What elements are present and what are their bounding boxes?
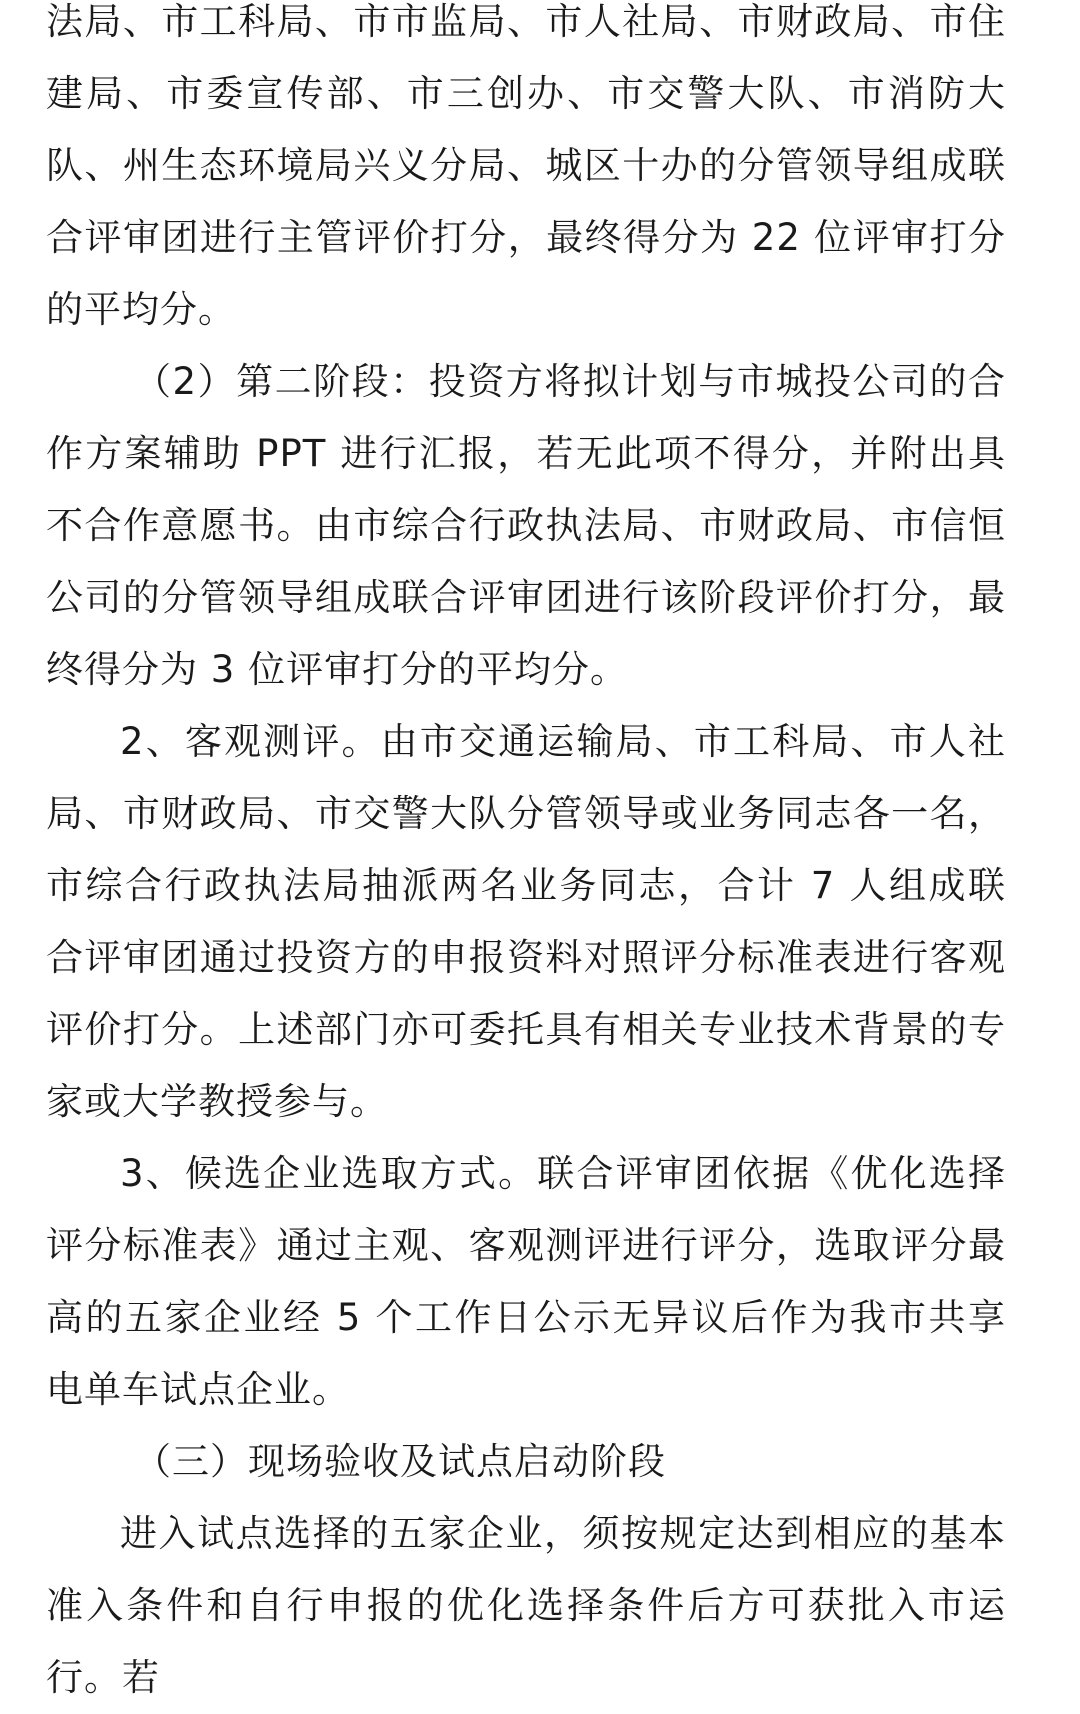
section-heading-acceptance: （三）现场验收及试点启动阶段 — [134, 1440, 666, 1483]
document-body — [46, 0, 1006, 1714]
paragraph-candidate-selection: 3、候选企业选取方式。联合评审团依据《优化选择评分标准表》通过主观、客观测评进行评分，选取评分最高的五家企业经 5 个工作日公示无异议后作为我市共享电单车试点企业。 — [46, 1152, 1006, 1411]
paragraph-objective-evaluation: 2、客观测评。由市交通运输局、市工科局、市人社局、市财政局、市交警大队分管领导或业务同志各一名，市综合行政执法局抽派两名业务同志，合计 7 人组成联合评审团通过投资方的申报资料对照评分标准表进行客观评价打分。上述部门亦可委托具有相关专业技术背景的专家或大学教授参与。 — [46, 720, 1006, 1123]
paragraph-pilot-entry: 进入试点选择的五家企业，须按规定达到相应的基本准入条件和自行申报的优化选择条件后方可获批入市运行。若 — [46, 1512, 1006, 1699]
paragraph-stage-two: （2）第二阶段：投资方将拟计划与市城投公司的合作方案辅助 PPT 进行汇报，若无此项不得分，并附出具不合作意愿书。由市综合行政执法局、市财政局、市信恒公司的分管领导组成联合评审团进行该阶段评价打分，最终得分为 3 位评审打分的平均分。 — [46, 360, 1006, 691]
paragraph-continuation: 法局、市工科局、市市监局、市人社局、市财政局、市住建局、市委宣传部、市三创办、市交警大队、市消防大队、州生态环境局兴义分局、城区十办的分管领导组成联合评审团进行主管评价打分，最终得分为 22 位评审打分的平均分。 — [46, 0, 1006, 331]
